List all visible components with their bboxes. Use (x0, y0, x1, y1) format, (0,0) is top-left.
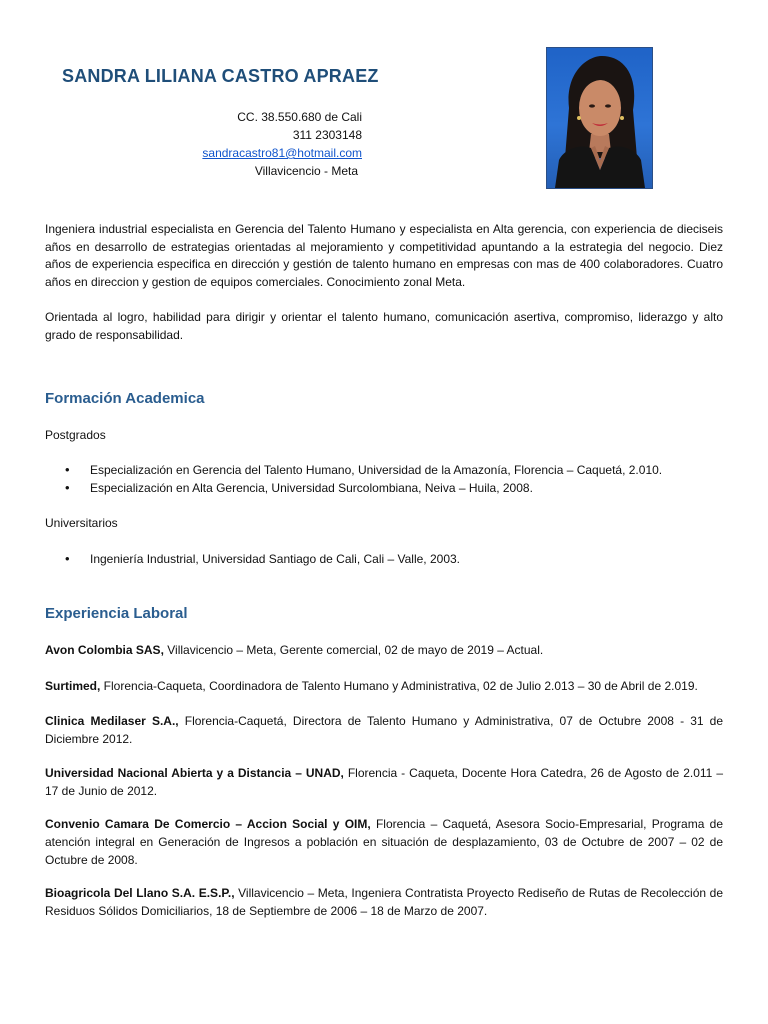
city: Villavicencio - Meta (254, 164, 358, 178)
phone-number: 311 2303148 (292, 128, 362, 142)
employer-name: Avon Colombia SAS, (45, 643, 164, 657)
postgrad-label: Postgrados (45, 428, 106, 442)
undergrad-list (45, 550, 460, 568)
entry-detail: Villavicencio – Meta, Ingeniera Contratista Proyecto Rediseño de Rutas de Recolección de Residuos Sólidos Domiciliarios, 18 de Septiembre de 2006 – 18 de Marzo de 2007. (45, 886, 723, 918)
employer-name: Surtimed, (45, 679, 101, 693)
candidate-name: SANDRA LILIANA CASTRO APRAEZ (62, 66, 379, 86)
experience-entry (45, 884, 723, 920)
list-item: • Especialización en Gerencia del Talento Humano, Universidad de la Amazonía, Florencia – Caquetá, 2.010. (45, 461, 662, 479)
experience-entry (45, 712, 723, 748)
postgrad-list (45, 461, 662, 497)
experience-entry (45, 641, 723, 659)
strengths-paragraph: Orientada al logro, habilidad para dirigir y orientar el talento humano, comunicación asertiva, compromiso, liderazgo y alto grado de responsabilidad. (45, 310, 723, 342)
entry-detail: Florencia - Caqueta, Docente Hora Catedra, 26 de Agosto de 2.011 – 17 de Junio de 2012. (45, 766, 723, 798)
entry-detail: Villavicencio – Meta, Gerente comercial, 02 de mayo de 2019 – Actual. (163, 643, 544, 657)
profile-photo (546, 47, 653, 189)
experience-entry (45, 764, 723, 800)
profile-paragraph: Ingeniera industrial especialista en Gerencia del Talento Humano y especialista en Alta gerencia, con experiencia de dieciseis años en desarrollo de estrategias orientadas al mejoramiento y competitividad apuntando a la estrategia del negocio. Diez años de experiencia especifica en dirección y gestión de talento humano en empresas con mas de 400 colaboradores. Cuatro años en direccion y gestion de equipos comerciales. Conocimiento zonal Meta. (45, 222, 723, 289)
employer-name: Clinica Medilaser S.A., (45, 714, 179, 728)
list-item: • Ingeniería Industrial, Universidad Santiago de Cali, Cali – Valle, 2003. (45, 550, 460, 568)
experience-entry (45, 677, 723, 695)
entry-detail: Florencia-Caqueta, Coordinadora de Talento Humano y Administrativa, 02 de Julio 2.013 – 30 de Abril de 2.019. (100, 679, 698, 693)
experience-heading: Experiencia Laboral (45, 605, 188, 622)
experience-entry (45, 815, 723, 869)
entry-detail: Florencia-Caquetá, Directora de Talento Humano y Administrativa, 07 de Octubre 2008 - 31 de Diciembre 2012. (45, 714, 724, 746)
email-link[interactable]: sandracastro81@hotmail.com (202, 146, 362, 160)
list-item: • Especialización en Alta Gerencia, Universidad Surcolombiana, Neiva – Huila, 2008. (45, 479, 662, 497)
entry-detail: Florencia – Caquetá, Asesora Socio-Empresarial, Programa de atención integral en Generación de Ingresos a población en situación de desplazamiento, 03 de Octubre de 2007 – 02 de Octubre de 2008. (45, 817, 723, 867)
education-heading: Formación Academica (45, 390, 205, 407)
contact-block (170, 108, 362, 180)
employer-name: Bioagricola Del Llano S.A. E.S.P., (45, 886, 235, 900)
undergrad-label: Universitarios (45, 516, 118, 530)
id-number: CC. 38.550.680 de Cali (237, 110, 362, 124)
employer-name: Convenio Camara De Comercio – Accion Social y OIM, (45, 817, 371, 831)
employer-name: Universidad Nacional Abierta y a Distancia – UNAD, (45, 766, 344, 780)
